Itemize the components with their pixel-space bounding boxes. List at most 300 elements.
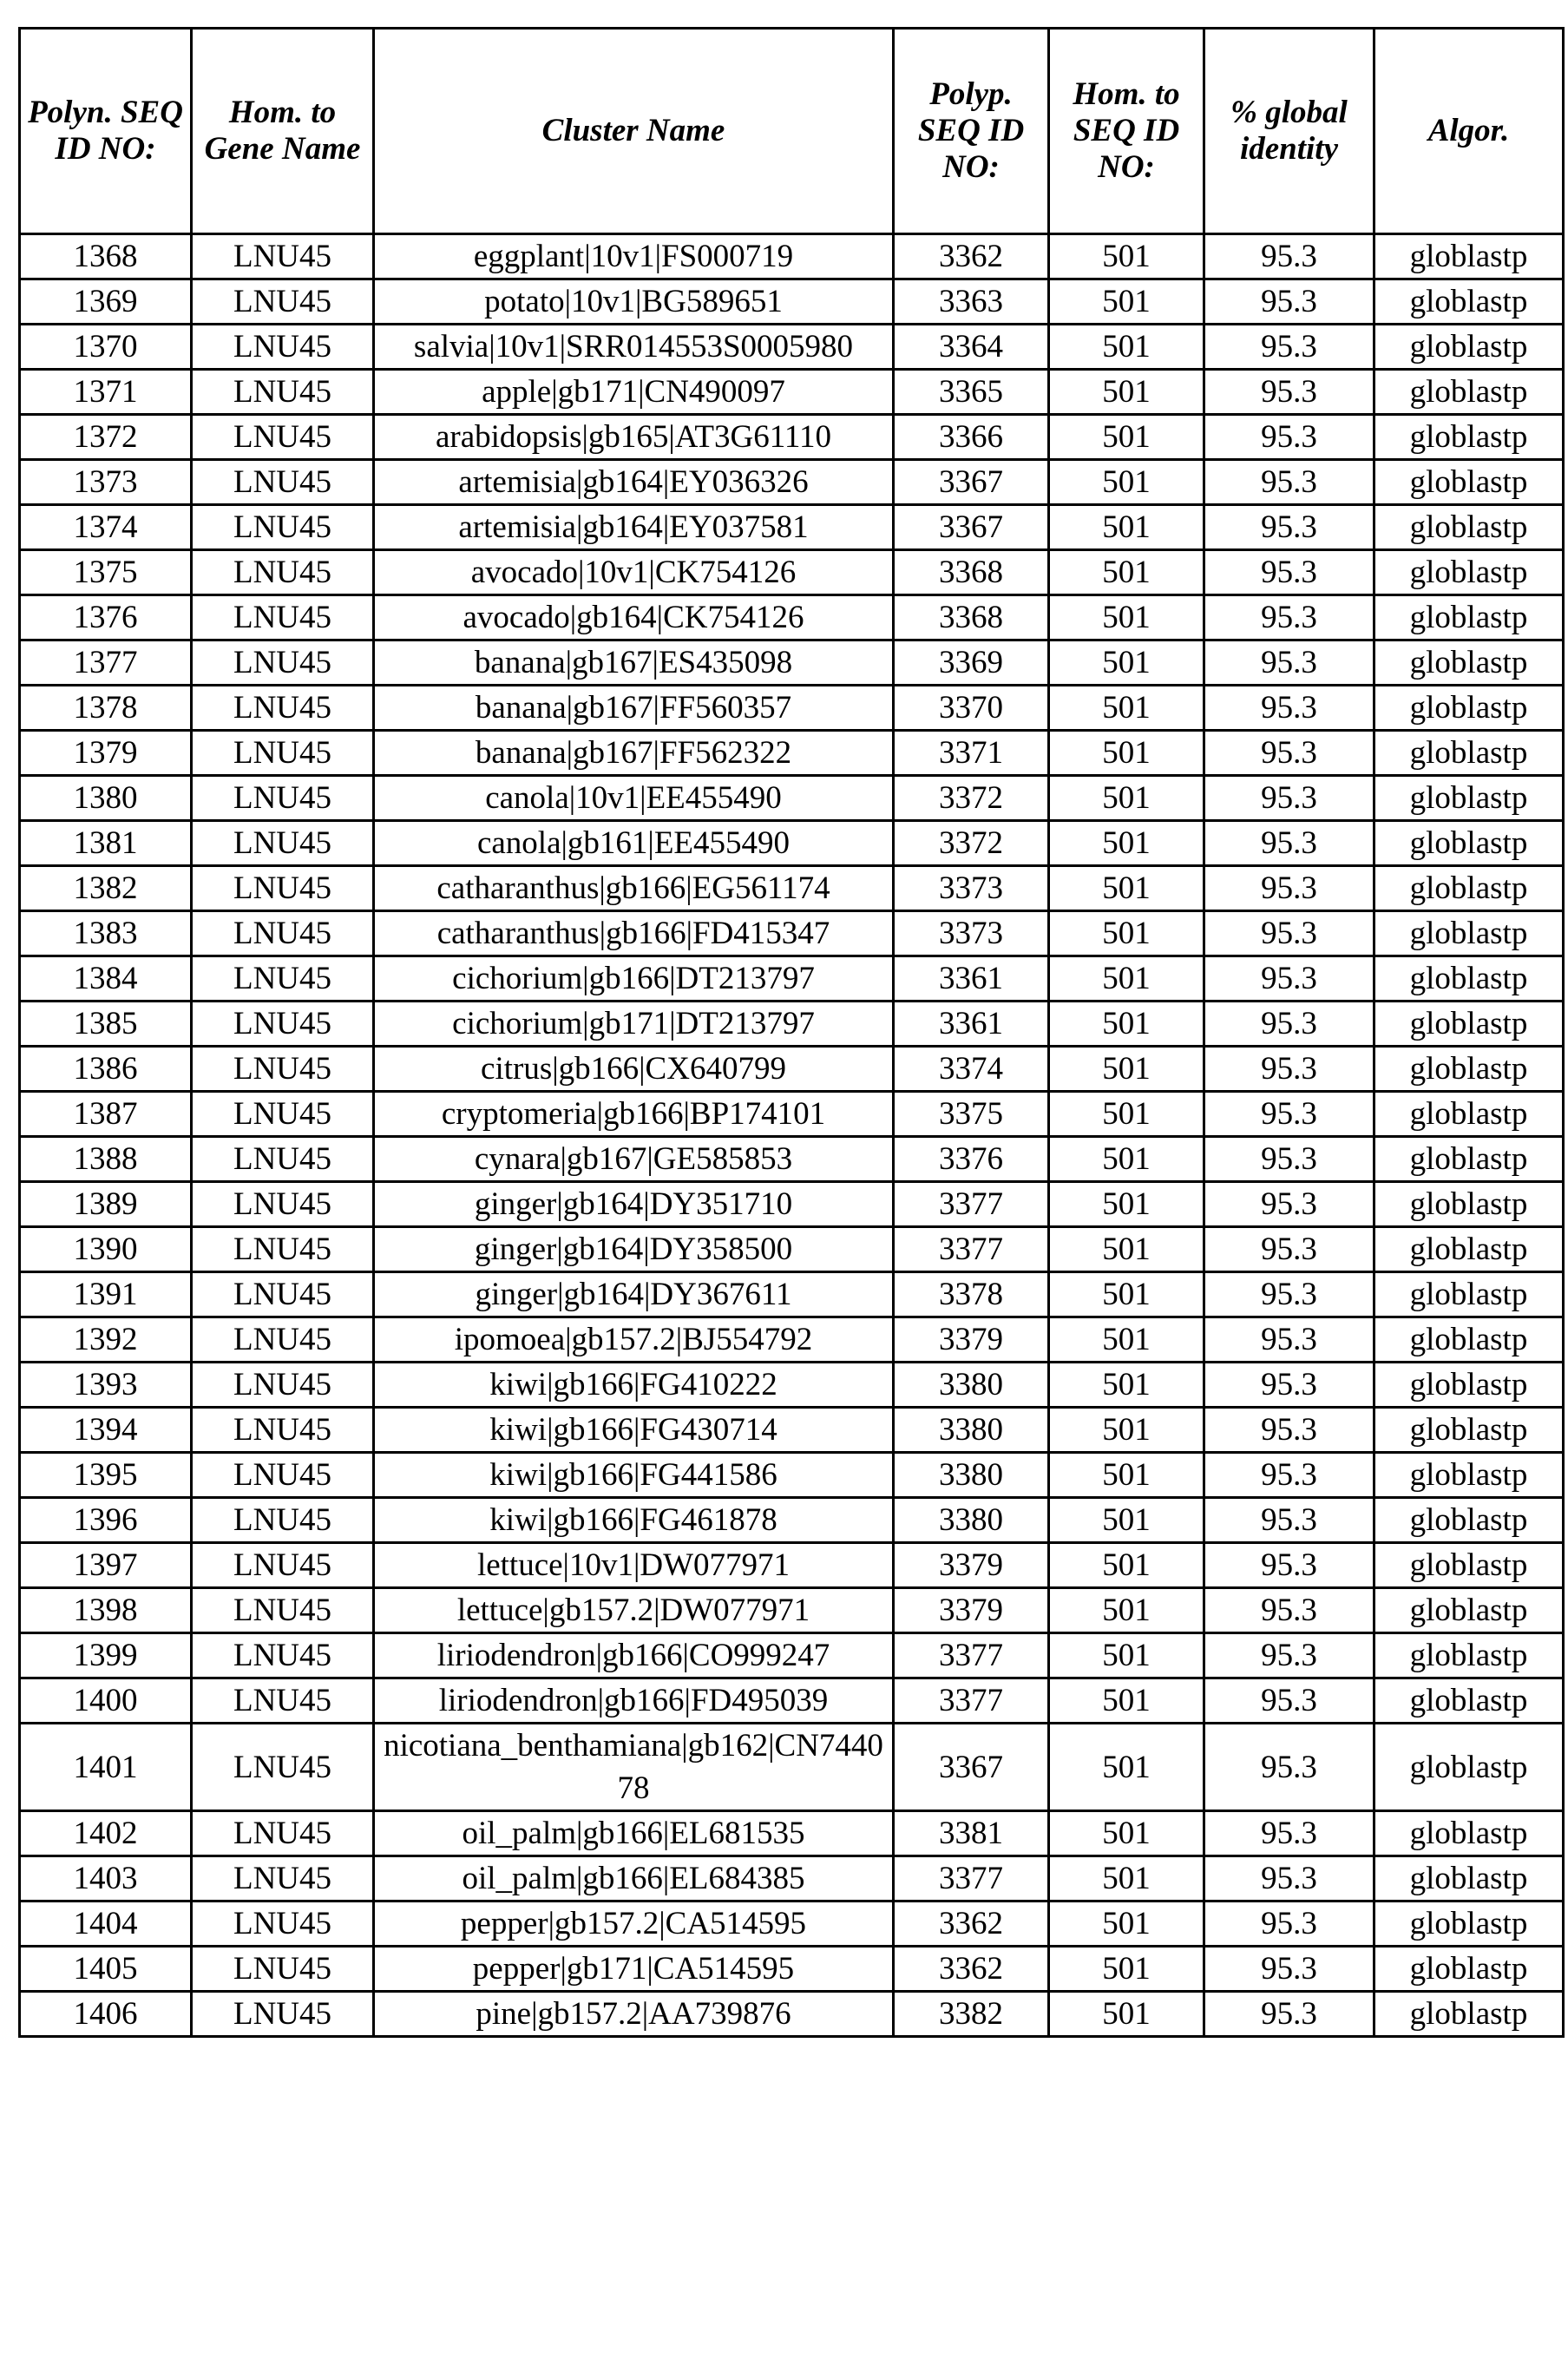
cell-algorithm: globlastp xyxy=(1374,911,1564,956)
cell-algorithm: globlastp xyxy=(1374,1002,1564,1047)
cell-hom-seq-id: 501 xyxy=(1049,1272,1204,1317)
header-row xyxy=(20,29,1564,234)
cell-algorithm: globlastp xyxy=(1374,956,1564,1002)
cell-polyn-seq-id: 1396 xyxy=(20,1498,192,1543)
cell-cluster-name: canola|gb161|EE455490 xyxy=(374,821,894,866)
cell-polyp-seq-id: 3372 xyxy=(894,776,1049,821)
header-algorithm: Algor. xyxy=(1374,29,1564,234)
cell-hom-seq-id: 501 xyxy=(1049,1227,1204,1272)
cell-polyp-seq-id: 3380 xyxy=(894,1363,1049,1408)
cell-global-identity: 95.3 xyxy=(1204,1498,1374,1543)
cell-gene-name: LNU45 xyxy=(192,325,374,370)
cell-algorithm: globlastp xyxy=(1374,821,1564,866)
cell-hom-seq-id: 501 xyxy=(1049,866,1204,911)
cell-hom-seq-id: 501 xyxy=(1049,460,1204,505)
cell-polyp-seq-id: 3362 xyxy=(894,1947,1049,1992)
cell-gene-name: LNU45 xyxy=(192,1811,374,1856)
cell-algorithm: globlastp xyxy=(1374,1227,1564,1272)
cell-cluster-name: kiwi|gb166|FG410222 xyxy=(374,1363,894,1408)
cell-cluster-name: banana|gb167|FF562322 xyxy=(374,731,894,776)
cell-global-identity: 95.3 xyxy=(1204,1678,1374,1724)
header-polyp-seq-id: Polyp. SEQ ID NO: xyxy=(894,29,1049,234)
cell-polyn-seq-id: 1368 xyxy=(20,234,192,279)
table-row xyxy=(20,415,1564,460)
cell-cluster-name: eggplant|10v1|FS000719 xyxy=(374,234,894,279)
cell-polyp-seq-id: 3367 xyxy=(894,1724,1049,1811)
cell-polyp-seq-id: 3368 xyxy=(894,550,1049,595)
cell-polyp-seq-id: 3361 xyxy=(894,956,1049,1002)
cell-algorithm: globlastp xyxy=(1374,640,1564,686)
table-row xyxy=(20,1633,1564,1678)
cell-polyp-seq-id: 3377 xyxy=(894,1856,1049,1902)
cell-polyn-seq-id: 1404 xyxy=(20,1902,192,1947)
cell-polyp-seq-id: 3368 xyxy=(894,595,1049,640)
cell-gene-name: LNU45 xyxy=(192,1947,374,1992)
cell-gene-name: LNU45 xyxy=(192,1363,374,1408)
table-row xyxy=(20,821,1564,866)
cell-polyn-seq-id: 1389 xyxy=(20,1182,192,1227)
cell-algorithm: globlastp xyxy=(1374,370,1564,415)
cell-algorithm: globlastp xyxy=(1374,1543,1564,1588)
cell-global-identity: 95.3 xyxy=(1204,325,1374,370)
cell-cluster-name: liriodendron|gb166|CO999247 xyxy=(374,1633,894,1678)
cell-algorithm: globlastp xyxy=(1374,1272,1564,1317)
cell-cluster-name: arabidopsis|gb165|AT3G61110 xyxy=(374,415,894,460)
table-row xyxy=(20,956,1564,1002)
header-hom-seq-id: Hom. to SEQ ID NO: xyxy=(1049,29,1204,234)
cell-polyn-seq-id: 1399 xyxy=(20,1633,192,1678)
cell-polyp-seq-id: 3377 xyxy=(894,1227,1049,1272)
cell-hom-seq-id: 501 xyxy=(1049,595,1204,640)
cell-polyn-seq-id: 1374 xyxy=(20,505,192,550)
table-row xyxy=(20,776,1564,821)
table-row xyxy=(20,1678,1564,1724)
table-row xyxy=(20,1182,1564,1227)
cell-polyp-seq-id: 3380 xyxy=(894,1498,1049,1543)
cell-polyn-seq-id: 1378 xyxy=(20,686,192,731)
cell-global-identity: 95.3 xyxy=(1204,821,1374,866)
cell-polyn-seq-id: 1386 xyxy=(20,1047,192,1092)
cell-gene-name: LNU45 xyxy=(192,1724,374,1811)
cell-hom-seq-id: 501 xyxy=(1049,956,1204,1002)
cell-cluster-name: cynara|gb167|GE585853 xyxy=(374,1137,894,1182)
cell-hom-seq-id: 501 xyxy=(1049,1724,1204,1811)
cell-gene-name: LNU45 xyxy=(192,1856,374,1902)
cell-polyp-seq-id: 3361 xyxy=(894,1002,1049,1047)
cell-global-identity: 95.3 xyxy=(1204,911,1374,956)
cell-polyp-seq-id: 3379 xyxy=(894,1317,1049,1363)
cell-polyp-seq-id: 3375 xyxy=(894,1092,1049,1137)
cell-cluster-name: ginger|gb164|DY358500 xyxy=(374,1227,894,1272)
table-row xyxy=(20,1992,1564,2037)
cell-polyp-seq-id: 3376 xyxy=(894,1137,1049,1182)
cell-gene-name: LNU45 xyxy=(192,1227,374,1272)
cell-polyp-seq-id: 3369 xyxy=(894,640,1049,686)
table-row xyxy=(20,1408,1564,1453)
cell-cluster-name: banana|gb167|FF560357 xyxy=(374,686,894,731)
cell-polyn-seq-id: 1400 xyxy=(20,1678,192,1724)
cell-global-identity: 95.3 xyxy=(1204,460,1374,505)
cell-hom-seq-id: 501 xyxy=(1049,1678,1204,1724)
cell-cluster-name: oil_palm|gb166|EL684385 xyxy=(374,1856,894,1902)
cell-polyn-seq-id: 1391 xyxy=(20,1272,192,1317)
table-row xyxy=(20,460,1564,505)
cell-gene-name: LNU45 xyxy=(192,505,374,550)
cell-polyn-seq-id: 1393 xyxy=(20,1363,192,1408)
table-row xyxy=(20,1543,1564,1588)
cell-gene-name: LNU45 xyxy=(192,1453,374,1498)
cell-gene-name: LNU45 xyxy=(192,370,374,415)
table-row xyxy=(20,1227,1564,1272)
cell-global-identity: 95.3 xyxy=(1204,1947,1374,1992)
table-row xyxy=(20,370,1564,415)
table-row xyxy=(20,1047,1564,1092)
cell-polyn-seq-id: 1379 xyxy=(20,731,192,776)
cell-global-identity: 95.3 xyxy=(1204,686,1374,731)
cell-global-identity: 95.3 xyxy=(1204,1227,1374,1272)
cell-polyp-seq-id: 3380 xyxy=(894,1453,1049,1498)
cell-polyn-seq-id: 1405 xyxy=(20,1947,192,1992)
cell-hom-seq-id: 501 xyxy=(1049,1363,1204,1408)
cell-hom-seq-id: 501 xyxy=(1049,370,1204,415)
cell-algorithm: globlastp xyxy=(1374,505,1564,550)
cell-hom-seq-id: 501 xyxy=(1049,640,1204,686)
cell-cluster-name: ipomoea|gb157.2|BJ554792 xyxy=(374,1317,894,1363)
cell-algorithm: globlastp xyxy=(1374,1137,1564,1182)
cell-algorithm: globlastp xyxy=(1374,1678,1564,1724)
cell-gene-name: LNU45 xyxy=(192,1902,374,1947)
cell-gene-name: LNU45 xyxy=(192,1498,374,1543)
cell-gene-name: LNU45 xyxy=(192,776,374,821)
cell-cluster-name: apple|gb171|CN490097 xyxy=(374,370,894,415)
cell-gene-name: LNU45 xyxy=(192,1408,374,1453)
cell-global-identity: 95.3 xyxy=(1204,1992,1374,2037)
cell-gene-name: LNU45 xyxy=(192,1317,374,1363)
cell-algorithm: globlastp xyxy=(1374,1317,1564,1363)
cell-polyn-seq-id: 1394 xyxy=(20,1408,192,1453)
cell-gene-name: LNU45 xyxy=(192,1992,374,2037)
cell-algorithm: globlastp xyxy=(1374,1182,1564,1227)
cell-polyp-seq-id: 3373 xyxy=(894,911,1049,956)
cell-cluster-name: pepper|gb171|CA514595 xyxy=(374,1947,894,1992)
cell-hom-seq-id: 501 xyxy=(1049,731,1204,776)
cell-polyn-seq-id: 1392 xyxy=(20,1317,192,1363)
cell-hom-seq-id: 501 xyxy=(1049,550,1204,595)
cell-polyp-seq-id: 3377 xyxy=(894,1678,1049,1724)
cell-cluster-name: kiwi|gb166|FG461878 xyxy=(374,1498,894,1543)
cell-hom-seq-id: 501 xyxy=(1049,1182,1204,1227)
cell-global-identity: 95.3 xyxy=(1204,279,1374,325)
cell-polyn-seq-id: 1369 xyxy=(20,279,192,325)
cell-polyn-seq-id: 1377 xyxy=(20,640,192,686)
cell-cluster-name: cryptomeria|gb166|BP174101 xyxy=(374,1092,894,1137)
cell-algorithm: globlastp xyxy=(1374,1724,1564,1811)
cell-cluster-name: canola|10v1|EE455490 xyxy=(374,776,894,821)
cell-gene-name: LNU45 xyxy=(192,1678,374,1724)
cell-algorithm: globlastp xyxy=(1374,1408,1564,1453)
cell-polyp-seq-id: 3370 xyxy=(894,686,1049,731)
cell-hom-seq-id: 501 xyxy=(1049,415,1204,460)
cell-polyn-seq-id: 1390 xyxy=(20,1227,192,1272)
header-gene-name: Hom. to Gene Name xyxy=(192,29,374,234)
cell-polyp-seq-id: 3367 xyxy=(894,505,1049,550)
cell-hom-seq-id: 501 xyxy=(1049,821,1204,866)
cell-polyp-seq-id: 3365 xyxy=(894,370,1049,415)
cell-algorithm: globlastp xyxy=(1374,595,1564,640)
cell-algorithm: globlastp xyxy=(1374,1092,1564,1137)
cell-hom-seq-id: 501 xyxy=(1049,1856,1204,1902)
cell-hom-seq-id: 501 xyxy=(1049,1902,1204,1947)
cell-polyp-seq-id: 3378 xyxy=(894,1272,1049,1317)
cell-gene-name: LNU45 xyxy=(192,911,374,956)
cell-polyp-seq-id: 3381 xyxy=(894,1811,1049,1856)
cell-global-identity: 95.3 xyxy=(1204,1811,1374,1856)
cell-global-identity: 95.3 xyxy=(1204,956,1374,1002)
cell-hom-seq-id: 501 xyxy=(1049,1543,1204,1588)
cell-cluster-name: pine|gb157.2|AA739876 xyxy=(374,1992,894,2037)
cell-polyp-seq-id: 3371 xyxy=(894,731,1049,776)
cell-algorithm: globlastp xyxy=(1374,460,1564,505)
cell-hom-seq-id: 501 xyxy=(1049,776,1204,821)
cell-hom-seq-id: 501 xyxy=(1049,1137,1204,1182)
cell-hom-seq-id: 501 xyxy=(1049,1408,1204,1453)
cell-algorithm: globlastp xyxy=(1374,776,1564,821)
table-row xyxy=(20,1902,1564,1947)
cell-hom-seq-id: 501 xyxy=(1049,279,1204,325)
cell-global-identity: 95.3 xyxy=(1204,595,1374,640)
cell-global-identity: 95.3 xyxy=(1204,1856,1374,1902)
cell-global-identity: 95.3 xyxy=(1204,1543,1374,1588)
cell-polyp-seq-id: 3382 xyxy=(894,1992,1049,2037)
cell-algorithm: globlastp xyxy=(1374,1588,1564,1633)
cell-global-identity: 95.3 xyxy=(1204,640,1374,686)
cell-cluster-name: avocado|gb164|CK754126 xyxy=(374,595,894,640)
cell-global-identity: 95.3 xyxy=(1204,1182,1374,1227)
cell-algorithm: globlastp xyxy=(1374,1047,1564,1092)
cell-gene-name: LNU45 xyxy=(192,1092,374,1137)
table-row xyxy=(20,1317,1564,1363)
cell-hom-seq-id: 501 xyxy=(1049,1002,1204,1047)
cell-hom-seq-id: 501 xyxy=(1049,505,1204,550)
cell-polyn-seq-id: 1384 xyxy=(20,956,192,1002)
cell-polyp-seq-id: 3374 xyxy=(894,1047,1049,1092)
cell-polyp-seq-id: 3366 xyxy=(894,415,1049,460)
cell-cluster-name: potato|10v1|BG589651 xyxy=(374,279,894,325)
cell-polyn-seq-id: 1373 xyxy=(20,460,192,505)
cell-gene-name: LNU45 xyxy=(192,595,374,640)
cell-algorithm: globlastp xyxy=(1374,415,1564,460)
table-row xyxy=(20,1002,1564,1047)
cell-polyn-seq-id: 1397 xyxy=(20,1543,192,1588)
cell-cluster-name: salvia|10v1|SRR014553S0005980 xyxy=(374,325,894,370)
cell-polyn-seq-id: 1387 xyxy=(20,1092,192,1137)
cell-global-identity: 95.3 xyxy=(1204,866,1374,911)
cell-algorithm: globlastp xyxy=(1374,866,1564,911)
cell-hom-seq-id: 501 xyxy=(1049,1317,1204,1363)
cell-gene-name: LNU45 xyxy=(192,1137,374,1182)
cell-algorithm: globlastp xyxy=(1374,1902,1564,1947)
cell-polyp-seq-id: 3372 xyxy=(894,821,1049,866)
cell-cluster-name: citrus|gb166|CX640799 xyxy=(374,1047,894,1092)
cell-global-identity: 95.3 xyxy=(1204,1453,1374,1498)
cell-global-identity: 95.3 xyxy=(1204,1047,1374,1092)
cell-polyp-seq-id: 3379 xyxy=(894,1543,1049,1588)
cell-global-identity: 95.3 xyxy=(1204,550,1374,595)
cell-cluster-name: oil_palm|gb166|EL681535 xyxy=(374,1811,894,1856)
cell-global-identity: 95.3 xyxy=(1204,1092,1374,1137)
cell-cluster-name: ginger|gb164|DY351710 xyxy=(374,1182,894,1227)
cell-hom-seq-id: 501 xyxy=(1049,1992,1204,2037)
cell-cluster-name: ginger|gb164|DY367611 xyxy=(374,1272,894,1317)
cell-global-identity: 95.3 xyxy=(1204,505,1374,550)
table-row xyxy=(20,505,1564,550)
table-row xyxy=(20,1498,1564,1543)
cell-gene-name: LNU45 xyxy=(192,460,374,505)
cell-global-identity: 95.3 xyxy=(1204,1363,1374,1408)
cell-polyp-seq-id: 3380 xyxy=(894,1408,1049,1453)
cell-global-identity: 95.3 xyxy=(1204,1317,1374,1363)
cell-global-identity: 95.3 xyxy=(1204,731,1374,776)
cell-hom-seq-id: 501 xyxy=(1049,325,1204,370)
cell-cluster-name: kiwi|gb166|FG430714 xyxy=(374,1408,894,1453)
header-polyn-seq-id: Polyn. SEQ ID NO: xyxy=(20,29,192,234)
cell-global-identity: 95.3 xyxy=(1204,1633,1374,1678)
cell-global-identity: 95.3 xyxy=(1204,1002,1374,1047)
cell-hom-seq-id: 501 xyxy=(1049,1588,1204,1633)
cell-hom-seq-id: 501 xyxy=(1049,686,1204,731)
table-row xyxy=(20,1947,1564,1992)
table-row xyxy=(20,1724,1564,1811)
cell-gene-name: LNU45 xyxy=(192,956,374,1002)
cell-polyp-seq-id: 3362 xyxy=(894,1902,1049,1947)
table-row xyxy=(20,550,1564,595)
table-row xyxy=(20,595,1564,640)
cell-hom-seq-id: 501 xyxy=(1049,911,1204,956)
cell-polyn-seq-id: 1385 xyxy=(20,1002,192,1047)
cell-algorithm: globlastp xyxy=(1374,325,1564,370)
cell-algorithm: globlastp xyxy=(1374,234,1564,279)
cell-polyp-seq-id: 3364 xyxy=(894,325,1049,370)
cell-cluster-name: cichorium|gb166|DT213797 xyxy=(374,956,894,1002)
table-row xyxy=(20,731,1564,776)
cell-algorithm: globlastp xyxy=(1374,1992,1564,2037)
cell-gene-name: LNU45 xyxy=(192,686,374,731)
cell-cluster-name: liriodendron|gb166|FD495039 xyxy=(374,1678,894,1724)
cell-polyn-seq-id: 1403 xyxy=(20,1856,192,1902)
cell-hom-seq-id: 501 xyxy=(1049,1633,1204,1678)
cell-hom-seq-id: 501 xyxy=(1049,1947,1204,1992)
cell-polyn-seq-id: 1376 xyxy=(20,595,192,640)
cell-algorithm: globlastp xyxy=(1374,1633,1564,1678)
cell-cluster-name: nicotiana_benthamiana|gb162|CN744078 xyxy=(374,1724,894,1811)
cell-global-identity: 95.3 xyxy=(1204,1408,1374,1453)
cell-polyn-seq-id: 1381 xyxy=(20,821,192,866)
cell-global-identity: 95.3 xyxy=(1204,234,1374,279)
table-row xyxy=(20,325,1564,370)
cell-cluster-name: avocado|10v1|CK754126 xyxy=(374,550,894,595)
cell-polyp-seq-id: 3379 xyxy=(894,1588,1049,1633)
cell-hom-seq-id: 501 xyxy=(1049,1092,1204,1137)
homolog-table xyxy=(18,27,1565,2038)
cell-global-identity: 95.3 xyxy=(1204,1137,1374,1182)
cell-global-identity: 95.3 xyxy=(1204,1902,1374,1947)
cell-cluster-name: kiwi|gb166|FG441586 xyxy=(374,1453,894,1498)
table-row xyxy=(20,1092,1564,1137)
cell-polyn-seq-id: 1370 xyxy=(20,325,192,370)
cell-gene-name: LNU45 xyxy=(192,731,374,776)
cell-gene-name: LNU45 xyxy=(192,415,374,460)
table-row xyxy=(20,640,1564,686)
cell-gene-name: LNU45 xyxy=(192,1543,374,1588)
cell-polyn-seq-id: 1388 xyxy=(20,1137,192,1182)
cell-polyn-seq-id: 1401 xyxy=(20,1724,192,1811)
cell-algorithm: globlastp xyxy=(1374,279,1564,325)
cell-polyn-seq-id: 1371 xyxy=(20,370,192,415)
cell-polyp-seq-id: 3362 xyxy=(894,234,1049,279)
cell-polyn-seq-id: 1395 xyxy=(20,1453,192,1498)
table-row xyxy=(20,1363,1564,1408)
cell-polyn-seq-id: 1375 xyxy=(20,550,192,595)
cell-algorithm: globlastp xyxy=(1374,1498,1564,1543)
cell-polyp-seq-id: 3367 xyxy=(894,460,1049,505)
cell-cluster-name: artemisia|gb164|EY036326 xyxy=(374,460,894,505)
cell-cluster-name: catharanthus|gb166|FD415347 xyxy=(374,911,894,956)
cell-cluster-name: lettuce|gb157.2|DW077971 xyxy=(374,1588,894,1633)
cell-gene-name: LNU45 xyxy=(192,1047,374,1092)
cell-global-identity: 95.3 xyxy=(1204,1272,1374,1317)
cell-gene-name: LNU45 xyxy=(192,1588,374,1633)
table-row xyxy=(20,279,1564,325)
cell-hom-seq-id: 501 xyxy=(1049,1811,1204,1856)
cell-global-identity: 95.3 xyxy=(1204,370,1374,415)
cell-gene-name: LNU45 xyxy=(192,234,374,279)
cell-gene-name: LNU45 xyxy=(192,1633,374,1678)
table-row xyxy=(20,1811,1564,1856)
cell-gene-name: LNU45 xyxy=(192,640,374,686)
table-row xyxy=(20,234,1564,279)
cell-hom-seq-id: 501 xyxy=(1049,234,1204,279)
table-row xyxy=(20,1453,1564,1498)
cell-gene-name: LNU45 xyxy=(192,1272,374,1317)
cell-algorithm: globlastp xyxy=(1374,1856,1564,1902)
cell-cluster-name: catharanthus|gb166|EG561174 xyxy=(374,866,894,911)
table-row xyxy=(20,1856,1564,1902)
cell-algorithm: globlastp xyxy=(1374,686,1564,731)
cell-polyn-seq-id: 1398 xyxy=(20,1588,192,1633)
cell-gene-name: LNU45 xyxy=(192,821,374,866)
cell-gene-name: LNU45 xyxy=(192,1182,374,1227)
cell-cluster-name: artemisia|gb164|EY037581 xyxy=(374,505,894,550)
cell-algorithm: globlastp xyxy=(1374,1453,1564,1498)
cell-gene-name: LNU45 xyxy=(192,866,374,911)
cell-algorithm: globlastp xyxy=(1374,1811,1564,1856)
cell-cluster-name: lettuce|10v1|DW077971 xyxy=(374,1543,894,1588)
cell-polyp-seq-id: 3363 xyxy=(894,279,1049,325)
table-row xyxy=(20,1137,1564,1182)
cell-algorithm: globlastp xyxy=(1374,550,1564,595)
cell-gene-name: LNU45 xyxy=(192,550,374,595)
cell-cluster-name: pepper|gb157.2|CA514595 xyxy=(374,1902,894,1947)
cell-hom-seq-id: 501 xyxy=(1049,1453,1204,1498)
cell-polyn-seq-id: 1406 xyxy=(20,1992,192,2037)
cell-polyp-seq-id: 3373 xyxy=(894,866,1049,911)
header-global-identity: % global identity xyxy=(1204,29,1374,234)
cell-gene-name: LNU45 xyxy=(192,279,374,325)
cell-global-identity: 95.3 xyxy=(1204,1588,1374,1633)
cell-algorithm: globlastp xyxy=(1374,731,1564,776)
header-cluster-name: Cluster Name xyxy=(374,29,894,234)
cell-cluster-name: banana|gb167|ES435098 xyxy=(374,640,894,686)
